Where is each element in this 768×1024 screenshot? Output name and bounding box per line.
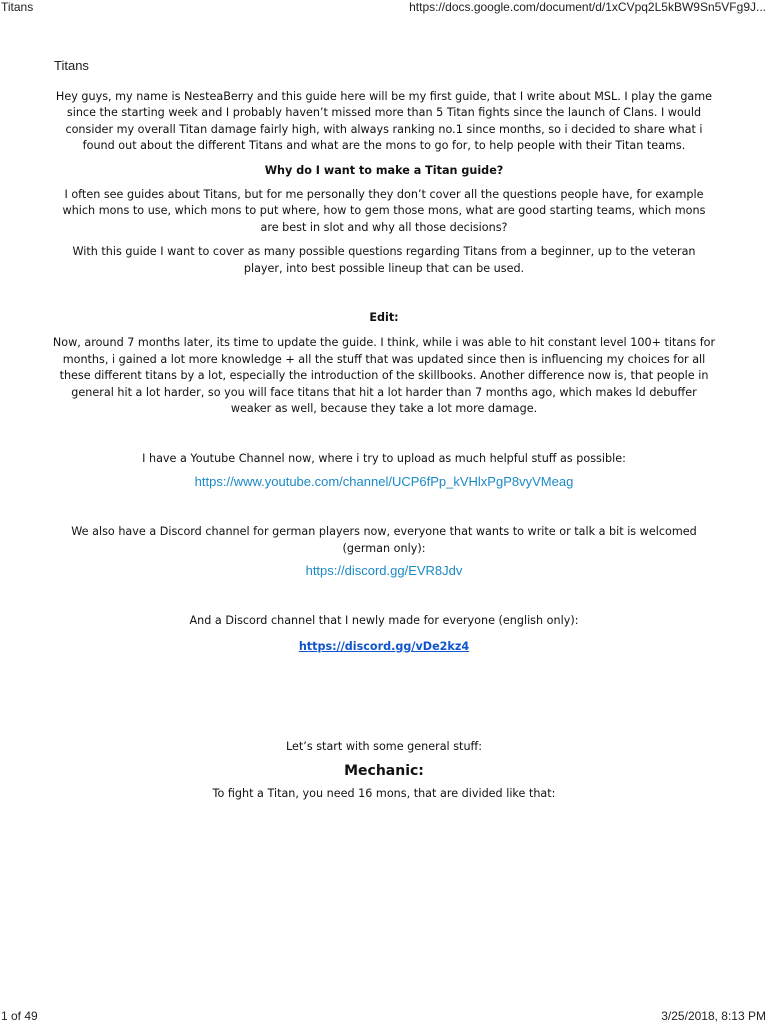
discord-german-paragraph: We also have a Discord channel for german players now, everyone that wants to write or talk a bit is welcomed (german only):	[71, 525, 697, 555]
discord-german-link[interactable]: https://discord.gg/EVR8Jdv	[305, 563, 463, 579]
intro-paragraph: Hey guys, my name is NesteaBerry and this guide here will be my first guide, that I write about MSL. I play the game since the starting week and I probably haven’t missed more than 5 Titan fights since the launch of Clans. I would consider my overall Titan damage fairly high, with always ranking no.1 since months, so i decided to share what i found out about the different Titans and what are the mons to go for, to help people with their Titan teams.	[55, 90, 713, 153]
print-footer-datetime: 3/25/2018, 8:13 PM	[661, 1009, 766, 1023]
discord-english-link[interactable]: https://discord.gg/vDe2kz4	[298, 639, 470, 653]
discord-english-paragraph: And a Discord channel that I newly made for everyone (english only):	[189, 613, 579, 627]
print-footer-page: 1 of 49	[1, 1009, 38, 1023]
general-paragraph: Let’s start with some general stuff:	[285, 740, 483, 754]
document-body	[52, 89, 716, 803]
cover-paragraph: With this guide I want to cover as many possible questions regarding Titans from a beginner, up to the veteran player, into best possible lineup that can be used.	[72, 245, 696, 275]
mechanic-paragraph: To fight a Titan, you need 16 mons, that are divided like that:	[212, 787, 556, 801]
mechanic-heading: Mechanic:	[344, 762, 424, 779]
why-heading: Why do I want to make a Titan guide?	[264, 163, 504, 177]
print-header-title: Titans	[1, 0, 34, 14]
edit-paragraph: Now, around 7 months later, its time to update the guide. I think, while i was able to hit constant level 100+ titans for months, i gained a lot more knowledge + all the stuff that was updated since then is influencing my choices for all these different titans by a lot, especially the introduction of the skillbooks. Another difference now is, that people in general hit a lot harder, so you will face titans that hit a lot harder than 7 months ago, which makes ld debuffer weaker as well, because they take a lot more damage.	[52, 336, 716, 416]
youtube-link[interactable]: https://www.youtube.com/channel/UCP6fPp_kVHlxPgP8vyVMeag	[194, 473, 574, 489]
document-title: Titans	[54, 58, 89, 73]
youtube-paragraph: I have a Youtube Channel now, where i try to upload as much helpful stuff as possible:	[142, 451, 626, 465]
print-header-url: https://docs.google.com/document/d/1xCVpq2L5kBW9Sn5VFg9J...	[409, 0, 766, 14]
edit-heading: Edit:	[369, 311, 399, 325]
why-paragraph: I often see guides about Titans, but for me personally they don’t cover all the questions people have, for example which mons to use, which mons to put where, how to gem those mons, what are good starting teams, which mons are best in slot and why all those decisions?	[62, 188, 706, 234]
